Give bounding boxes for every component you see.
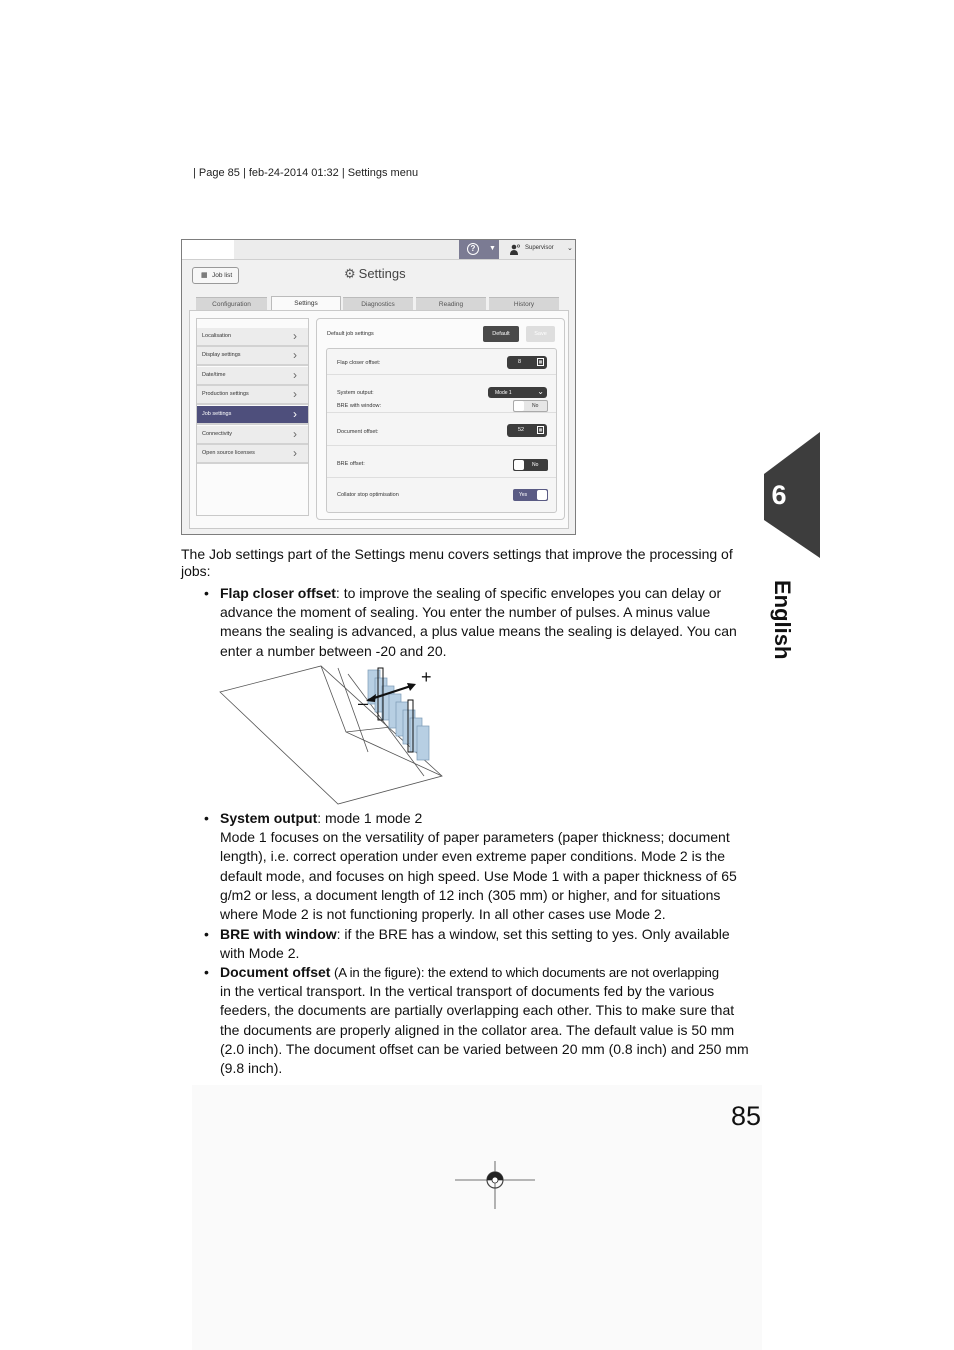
job-list-button[interactable]: ▦ Job list <box>192 267 239 284</box>
collator-stop-optimisation-toggle[interactable]: Yes <box>513 489 548 501</box>
help-button[interactable] <box>459 240 499 259</box>
chevron-down-icon: ⌄ <box>537 387 544 396</box>
tab-diagnostics[interactable]: Diagnostics <box>343 297 413 312</box>
keypad-icon: ▦ <box>538 359 543 364</box>
bre-with-window-toggle[interactable]: No <box>513 400 548 412</box>
row-flap-closer-offset: Flap closer offset: 8 ▦ <box>327 349 556 375</box>
chevron-right-icon: › <box>293 348 297 362</box>
row-bre-with-window: BRE with window: No <box>327 399 556 412</box>
page-number: 85 <box>731 1101 762 1131</box>
tab-reading[interactable]: Reading <box>416 297 486 312</box>
sidebar-item-job-settings[interactable]: Job settings › <box>197 406 308 425</box>
chevron-right-icon: › <box>293 407 297 421</box>
job-settings-panel <box>316 318 565 520</box>
row-bre-offset: BRE offset: No <box>327 446 556 478</box>
chevron-right-icon: › <box>293 329 297 343</box>
row-document-offset: Document offset: 52 ▦ <box>327 417 556 446</box>
settings-rows <box>326 348 557 513</box>
chevron-right-icon: › <box>293 427 297 441</box>
row-collator-stop-optimisation: Collator stop optimisation Yes <box>327 478 556 511</box>
settings-sidebar <box>196 318 309 516</box>
chevron-right-icon: › <box>293 387 297 401</box>
tab-settings[interactable]: Settings <box>271 296 341 313</box>
intro-paragraph: The Job settings part of the Settings menu covers settings that improve the processing of jobs: <box>181 546 733 579</box>
sidebar-item-display-settings[interactable]: Display settings › <box>197 347 308 366</box>
page-title: ⚙ Settings <box>344 266 406 281</box>
bullet-bre-with-window: • BRE with window: if the BRE has a window, set this setting to yes. Only available with Mode 2. <box>204 926 730 962</box>
save-button[interactable]: Save <box>526 326 555 342</box>
flap-closer-illustration <box>218 664 443 806</box>
default-button[interactable]: Default <box>483 326 519 342</box>
bullet-document-offset: • Document offset (A in the figure): the extend to which documents are not overlapping in the vertical transport. In the vertical transport of documents fed by the various feeders, the documents are partially overlapping each other. This to make sure that the documents are properly aligned in the collator area. The default value is 50 mm (2.0 inch). The document offset can be varied between 20 mm (0.8 inch) and 250 mm (9.8 inch). <box>204 964 749 1077</box>
flap-closer-offset-field[interactable]: 8 ▦ <box>507 356 547 369</box>
sidebar-item-production-settings[interactable]: Production settings › <box>197 386 308 405</box>
user-role[interactable]: Supervisor <box>525 245 554 251</box>
panel-title: Default job settings <box>327 331 374 337</box>
chevron-right-icon: › <box>293 446 297 460</box>
page-background-panel <box>192 1085 762 1350</box>
sidebar-item-date-time[interactable]: Date/time › <box>197 367 308 386</box>
settings-content <box>189 310 569 529</box>
plus-label: + <box>421 667 432 687</box>
document-offset-field[interactable]: 52 ▦ <box>507 424 547 437</box>
gear-icon: ⚙ <box>344 266 356 281</box>
question-circle-icon: ? <box>467 243 479 255</box>
chevron-right-icon: › <box>293 368 297 382</box>
system-output-select[interactable]: Mode 1 ⌄ <box>488 387 547 398</box>
sidebar-item-localisation[interactable]: Localisation › <box>197 328 308 347</box>
chapter-number: 6 <box>771 480 787 510</box>
tab-bar <box>194 297 570 311</box>
row-system-output: System output: Mode 1 ⌄ <box>327 375 556 413</box>
settings-screenshot <box>181 239 576 535</box>
sidebar-item-open-source-licenses[interactable]: Open source licenses › <box>197 445 308 464</box>
tab-history[interactable]: History <box>489 297 559 312</box>
user-icon <box>510 244 520 255</box>
language-label: English <box>770 580 795 660</box>
page-header: | Page 85 | feb-24-2014 01:32 | Settings menu <box>193 167 419 179</box>
sidebar-item-connectivity[interactable]: Connectivity › <box>197 426 308 445</box>
user-menu-chevron-icon[interactable]: ⌄ <box>567 245 573 252</box>
bullet-flap-closer-offset: • Flap closer offset: to improve the sealing of specific envelopes you can delay or advance the moment of sealing. You enter the number of pulses. A minus value means the sealing is advanced, a plus value means the sealing is delayed. You can enter a number between -20 and 20. <box>204 585 737 659</box>
top-bar <box>182 240 575 260</box>
chevron-down-icon: ▼ <box>489 245 496 252</box>
minus-label: – <box>358 693 369 713</box>
keypad-icon: ▦ <box>538 427 543 432</box>
registration-mark-icon <box>455 1159 535 1211</box>
tab-configuration[interactable]: Configuration <box>196 297 267 312</box>
grid-icon: ▦ <box>201 272 208 279</box>
bullet-system-output: • System output: mode 1 mode 2 Mode 1 focuses on the versatility of paper parameters (paper thickness; document length), i.e. correct operation under even extreme paper conditions. Mode 2 is the default mode, and focuses on high speed. Use Mode 1 with a paper thickness of 65 g/m2 or less, a document length of 12 inch (305 mm) or higher, and for situations where Mode 2 is not functioning properly. In all other cases use Mode 2. <box>204 810 737 923</box>
bre-offset-toggle[interactable]: No <box>513 459 548 471</box>
